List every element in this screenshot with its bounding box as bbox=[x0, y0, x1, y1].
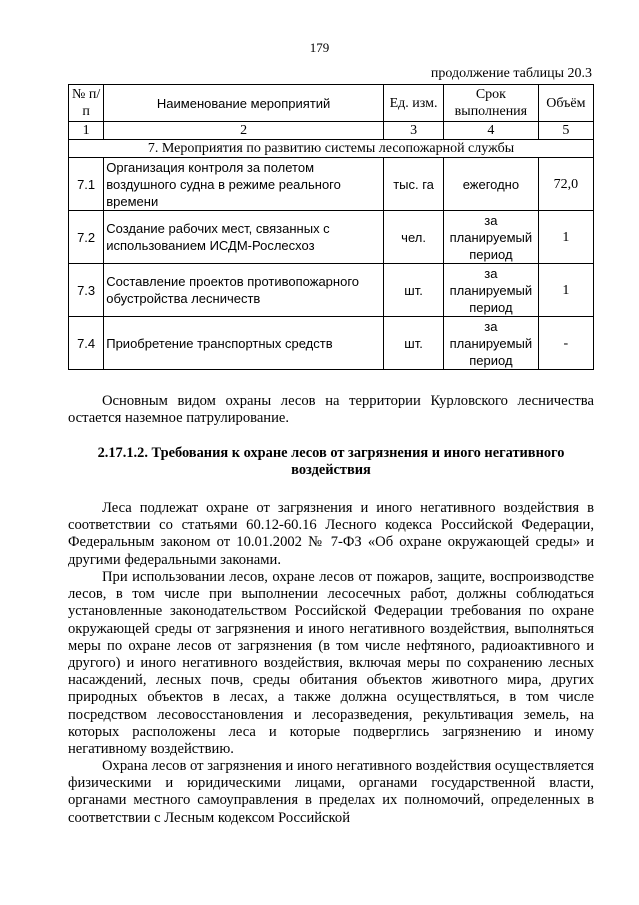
header-unit: Ед. изм. bbox=[384, 85, 444, 122]
header-term: Срок выполнения bbox=[444, 85, 539, 122]
paragraph-requirements: При использовании лесов, охране лесов от пожаров, защите, воспроизводстве лесов, в том числе при выполнении лесосечных работ, должны соблюдаться установленные законодательством Российской Федерации требования по охране окружающей среды от загрязнения и иного негативного воздействия, выполняться меры по охране лесов от загрязнения (в том числе нефтяного, радиоактивного и другого) и иного негативного воздействия, включая меры по сохранению лесных насаждений, лесных почв, среды обитания объектов животного мира, других природных объектов в лесах, а также должна осуществляться, в том числе посредством лесовосстановления и лесоразведения, рекультивация земель, на которых расположены леса и которые подверглись загрязнению и иному негативному воздействию. bbox=[68, 569, 594, 758]
row-unit: чел. bbox=[384, 211, 444, 264]
row-unit: шт. bbox=[384, 317, 444, 370]
row-term: ежегодно bbox=[444, 158, 539, 211]
row-num: 7.3 bbox=[69, 264, 104, 317]
row-num: 7.4 bbox=[69, 317, 104, 370]
header-name: Наименование мероприятий bbox=[104, 85, 384, 122]
row-volume: 72,0 bbox=[538, 158, 593, 211]
row-term: за планируемый период bbox=[444, 211, 539, 264]
column-index: 3 bbox=[384, 122, 444, 140]
section-title: 7. Мероприятия по развитию системы лесопожарной службы bbox=[69, 140, 594, 158]
header-volume: Объём bbox=[538, 85, 593, 122]
row-num: 7.1 bbox=[69, 158, 104, 211]
header-num: № п/п bbox=[69, 85, 104, 122]
section-row bbox=[69, 140, 594, 158]
paragraph-protection-law: Леса подлежат охране от загрязнения и иного негативного воздействия в соответствии со статьями 60.12-60.16 Лесного кодекса Российской Федерации, Федеральным законом от 10.01.2002 № 7-ФЗ «Об охране окружающей среды» и другими федеральными законами. bbox=[68, 500, 594, 568]
table-row bbox=[69, 211, 594, 264]
row-volume: 1 bbox=[538, 264, 593, 317]
row-num: 7.2 bbox=[69, 211, 104, 264]
column-index: 4 bbox=[444, 122, 539, 140]
row-name: Организация контроля за полетом воздушного судна в режиме реального времени bbox=[104, 158, 384, 211]
measures-table bbox=[68, 84, 594, 370]
row-term: за планируемый период bbox=[444, 317, 539, 370]
table-row bbox=[69, 158, 594, 211]
column-index: 1 bbox=[69, 122, 104, 140]
column-index: 5 bbox=[538, 122, 593, 140]
page-number: 179 bbox=[309, 40, 330, 55]
row-volume: - bbox=[538, 317, 593, 370]
paragraph-patrol: Основным видом охраны лесов на территории Курловского лесничества остается наземное патрулирование. bbox=[68, 393, 594, 427]
row-name: Составление проектов противопожарного обустройства лесничеств bbox=[104, 264, 384, 317]
table-continuation-label: продолжение таблицы 20.3 bbox=[430, 66, 592, 81]
column-index: 2 bbox=[104, 122, 384, 140]
row-term: за планируемый период bbox=[444, 264, 539, 317]
paragraph-responsibility: Охрана лесов от загрязнения и иного негативного воздействия осуществляется физическими и юридическими лицами, органами государственной власти, органами местного самоуправления в пределах их полномочий, определенных в соответствии с Лесным кодексом Российской bbox=[68, 758, 594, 826]
table-row bbox=[69, 317, 594, 370]
column-index-row bbox=[69, 122, 594, 140]
row-unit: тыс. га bbox=[384, 158, 444, 211]
row-unit: шт. bbox=[384, 264, 444, 317]
row-name: Приобретение транспортных средств bbox=[104, 317, 384, 370]
section-heading: 2.17.1.2. Требования к охране лесов от загрязнения и иного негативного воздействия bbox=[97, 445, 565, 478]
row-name: Создание рабочих мест, связанных с использованием ИСДМ-Рослесхоз bbox=[104, 211, 384, 264]
table-header-row bbox=[69, 85, 594, 122]
row-volume: 1 bbox=[538, 211, 593, 264]
table-row bbox=[69, 264, 594, 317]
